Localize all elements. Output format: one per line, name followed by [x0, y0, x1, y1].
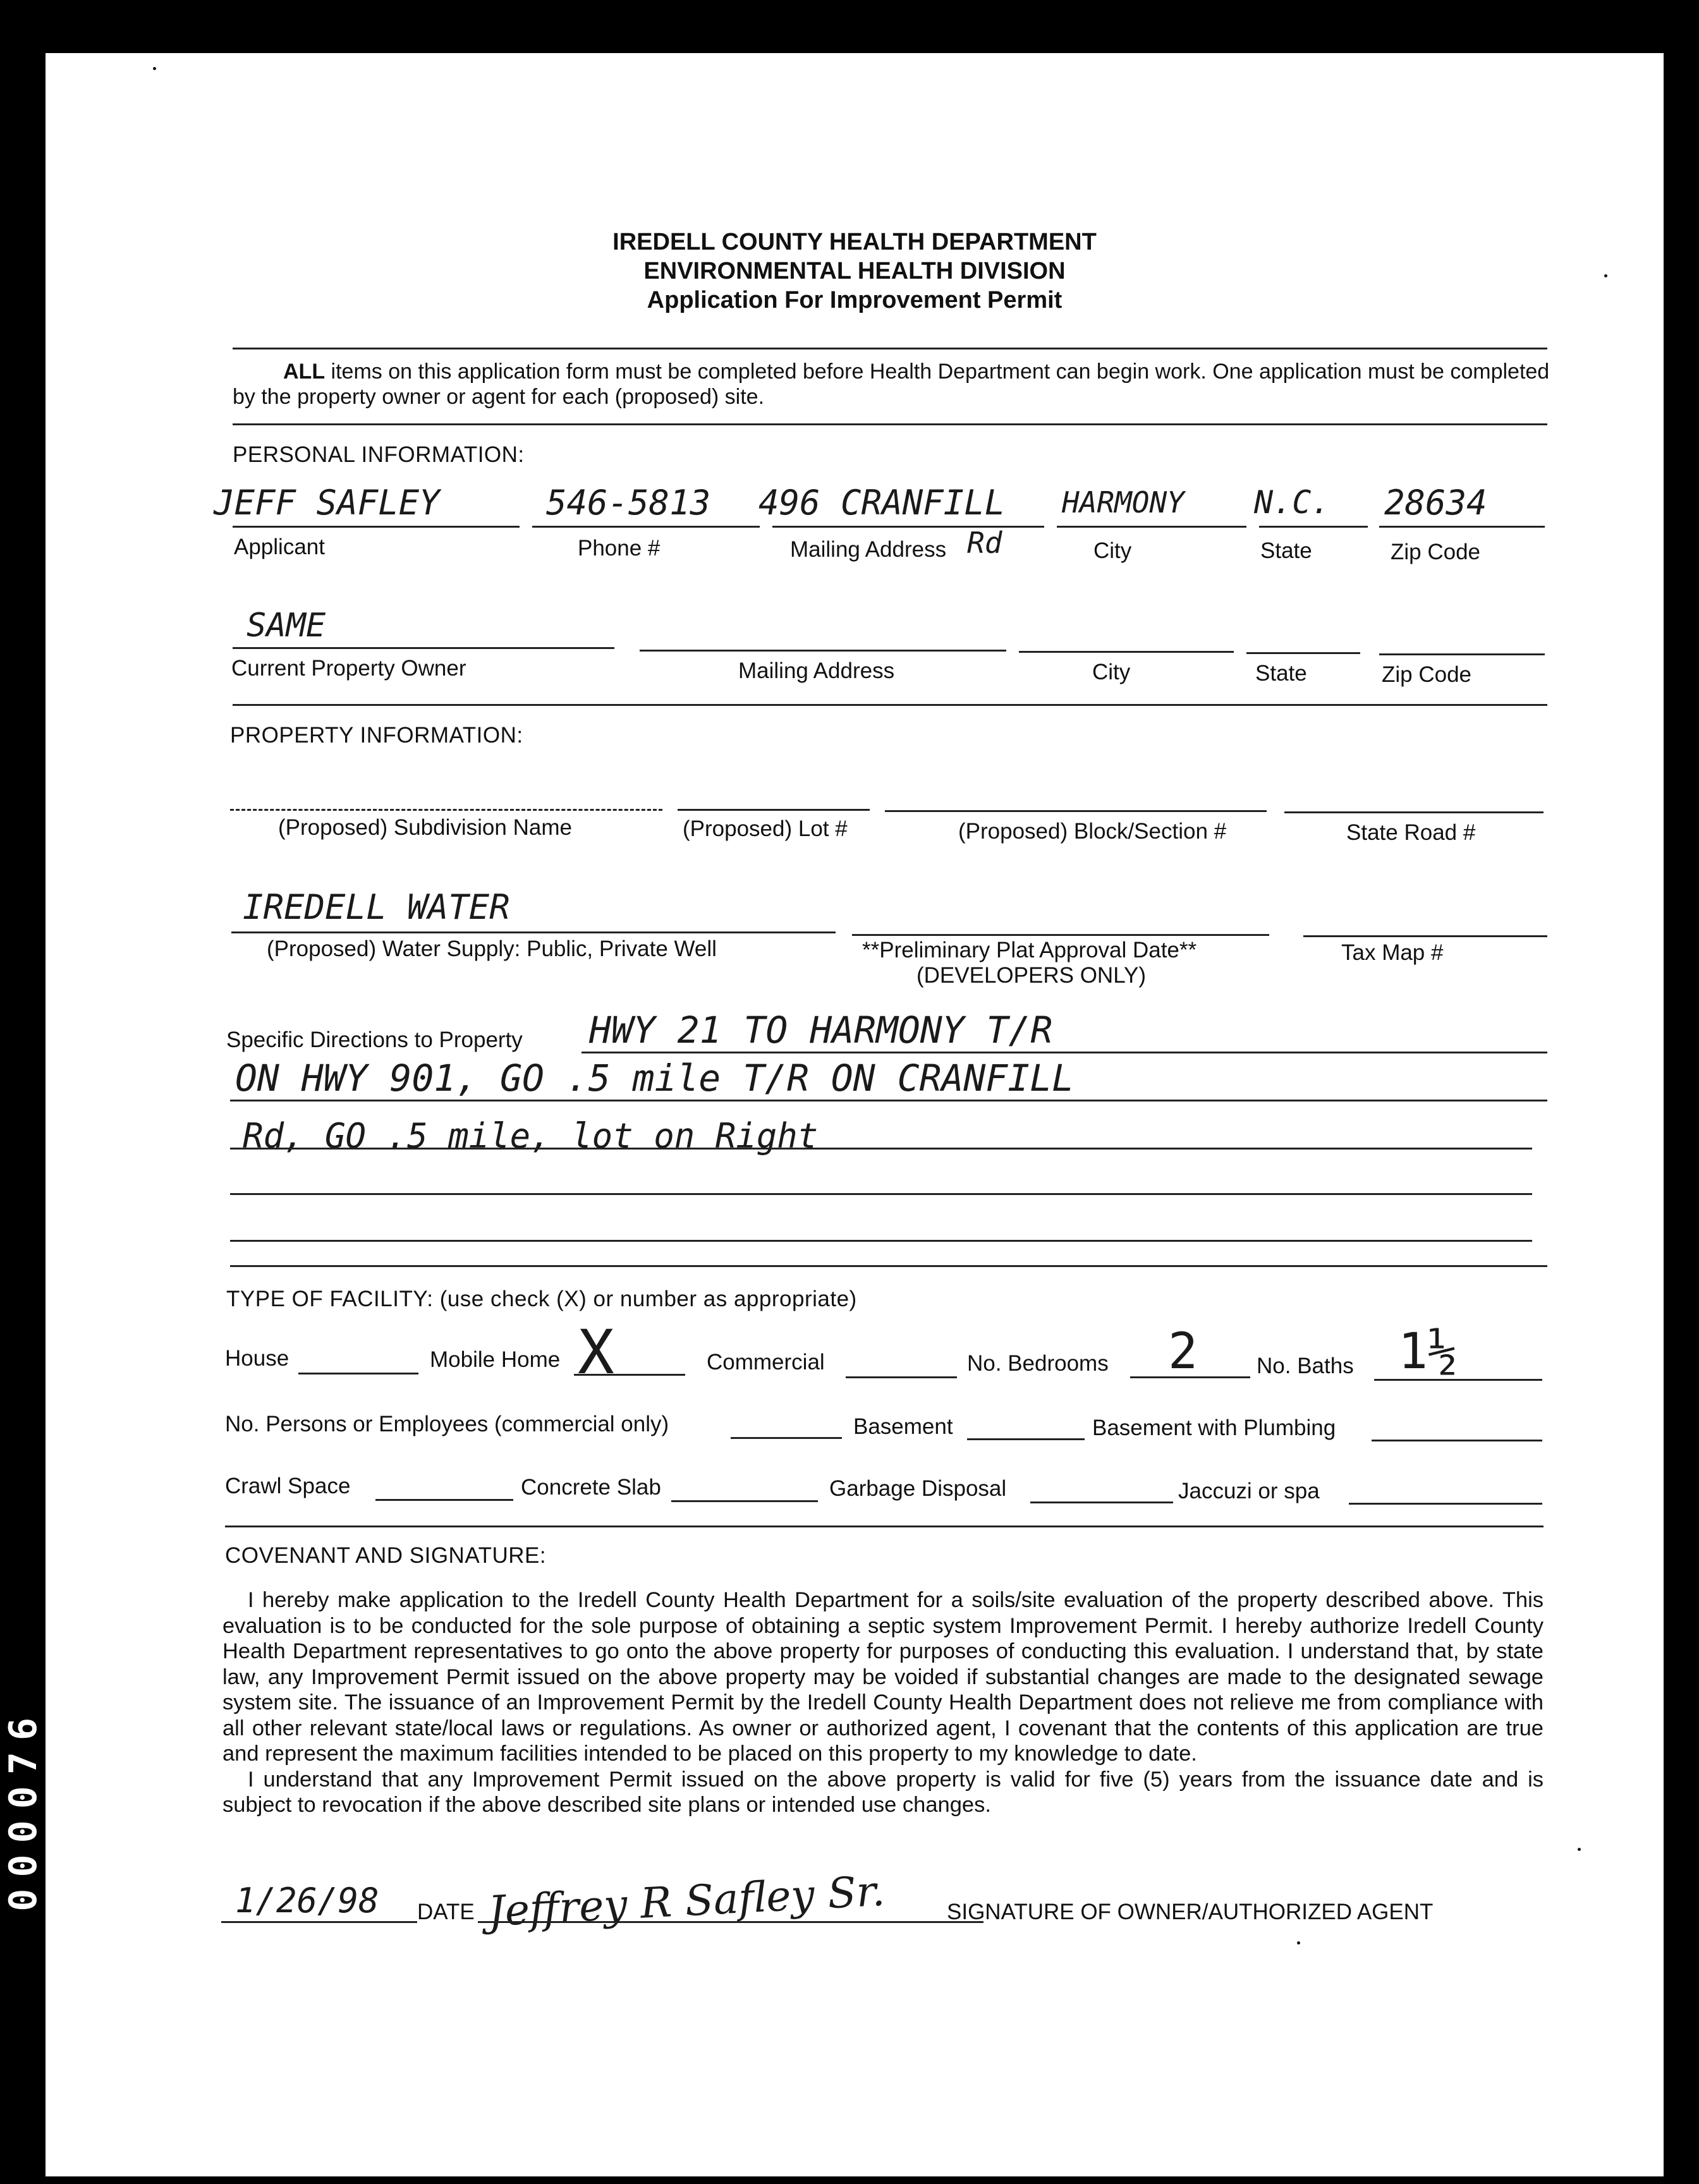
jacuzzi-line	[1349, 1503, 1542, 1505]
scan-speck	[1604, 274, 1607, 277]
scan-speck	[1297, 1941, 1300, 1944]
signature: Jeffrey R Safley Sr.	[487, 1866, 886, 1936]
directions-label: Specific Directions to Property	[226, 1028, 523, 1052]
mailing-value: 496 CRANFILL	[758, 483, 1006, 523]
phone-value: 546-5813	[546, 483, 711, 523]
owner-city-line	[1019, 651, 1234, 653]
zip-line	[1379, 526, 1545, 528]
subdivision-label: (Proposed) Subdivision Name	[278, 815, 572, 840]
commercial-line	[846, 1376, 957, 1378]
directions-line-1	[582, 1052, 1547, 1053]
block-line	[885, 810, 1267, 812]
basement-plumb-line	[1372, 1440, 1542, 1441]
covenant-paragraph-2: I understand that any Improvement Permit issued on the above property is valid for five (5) years from the issuance date and is subject to revocation if the above described site plans or intended use changes.	[222, 1767, 1544, 1817]
covenant-paragraph-1: I hereby make application to the Iredell County Health Department for a soils/site evaluation of the property described above. This evaluation is to be conducted for the sole purpose of obtaining a septic system Improvement Permit. I hereby authorize Iredell County Health Department representatives to go onto the above property for purposes of conducting this evaluation. I understand that, by state law, any Improvement Permit issued on the above property may be voided if substantial changes are made to the designated sewage system site. The issuance of an Improvement Permit by the Iredell County Health Department does not relieve me from compliance with all other relevant state/local laws or regulations. As owner or authorized agent, I covenant that the contents of this application are true and represent the maximum facilities intended to be placed on this property to my knowledge to date.	[222, 1588, 1544, 1766]
slab-label: Concrete Slab	[521, 1475, 661, 1500]
owner-state-label: State	[1255, 661, 1307, 686]
date-line	[221, 1921, 417, 1923]
header-department: IREDELL COUNTY HEALTH DEPARTMENT	[612, 229, 1097, 255]
directions-line-2	[230, 1100, 1547, 1101]
lot-line	[678, 809, 870, 811]
city-line	[1057, 526, 1246, 528]
plat-label: **Preliminary Plat Approval Date**	[862, 938, 1197, 962]
header-division: ENVIRONMENTAL HEALTH DIVISION	[643, 258, 1066, 284]
water-value: IREDELL WATER	[243, 887, 510, 927]
owner-state-line	[1246, 652, 1360, 654]
covenant-text	[222, 1587, 1544, 1818]
water-label: (Proposed) Water Supply: Public, Private Well	[267, 937, 717, 961]
divider	[225, 1526, 1544, 1527]
scan-speck	[1578, 1848, 1581, 1851]
mailing-label: Mailing Address	[790, 537, 947, 562]
house-label: House	[225, 1346, 289, 1371]
applicant-line	[233, 526, 520, 528]
applicant-value: JEFF SAFLEY	[214, 483, 440, 523]
city-value: HARMONY	[1062, 485, 1184, 519]
phone-line	[532, 526, 760, 528]
mailing-suffix-value: Rd	[967, 526, 1002, 560]
divider	[233, 423, 1547, 425]
directions-line-2-value: ON HWY 901, GO .5 mile T/R ON CRANFILL	[235, 1057, 1074, 1100]
directions-line-3-value: Rd, GO .5 mile, lot on Right	[243, 1116, 819, 1156]
baths-line	[1374, 1379, 1542, 1381]
bedrooms-line	[1130, 1376, 1250, 1378]
covenant-heading: COVENANT AND SIGNATURE:	[225, 1543, 547, 1568]
water-line	[231, 931, 836, 933]
facility-heading: TYPE OF FACILITY: (use check (X) or number as appropriate)	[226, 1287, 857, 1311]
mobile-value: X	[578, 1317, 614, 1388]
lot-label: (Proposed) Lot #	[683, 816, 848, 841]
taxmap-line	[1303, 935, 1547, 937]
owner-value: SAME	[247, 607, 326, 645]
city-label: City	[1093, 538, 1132, 563]
directions-line-4	[230, 1193, 1532, 1195]
divider	[233, 704, 1547, 706]
baths-label: No. Baths	[1257, 1354, 1354, 1378]
plat-line	[852, 934, 1269, 936]
directions-line-1-value: HWY 21 TO HARMONY T/R	[589, 1009, 1053, 1052]
commercial-label: Commercial	[707, 1350, 825, 1374]
phone-label: Phone #	[578, 536, 661, 561]
owner-mailing-label: Mailing Address	[738, 658, 895, 683]
applicant-label: Applicant	[234, 535, 325, 559]
garbage-line	[1030, 1502, 1173, 1503]
bedrooms-label: No. Bedrooms	[967, 1351, 1109, 1376]
form-page	[46, 53, 1664, 2176]
house-line	[298, 1373, 418, 1374]
state-value: N.C.	[1254, 484, 1331, 521]
jacuzzi-label: Jaccuzi or spa	[1178, 1479, 1320, 1503]
taxmap-label: Tax Map #	[1341, 940, 1444, 965]
subdivision-line	[230, 809, 662, 811]
property-heading: PROPERTY INFORMATION:	[230, 723, 523, 748]
basement-line	[967, 1438, 1085, 1440]
mobile-line	[574, 1374, 685, 1376]
intro-text	[233, 359, 1554, 410]
plat-sub-label: (DEVELOPERS ONLY)	[916, 963, 1147, 988]
state-label: State	[1260, 538, 1312, 563]
intro-bold: ALL	[283, 360, 326, 384]
owner-zip-line	[1379, 653, 1545, 655]
road-line	[1284, 811, 1544, 813]
margin-stamp: 000076	[1, 1706, 46, 1912]
owner-zip-label: Zip Code	[1382, 662, 1472, 687]
zip-label: Zip Code	[1391, 540, 1481, 564]
date-value: 1/26/98	[235, 1881, 379, 1920]
owner-line	[233, 647, 614, 649]
crawl-label: Crawl Space	[225, 1474, 351, 1498]
road-label: State Road #	[1346, 820, 1476, 845]
mailing-line	[772, 526, 1044, 528]
block-label: (Proposed) Block/Section #	[958, 819, 1227, 844]
zip-value: 28634	[1384, 483, 1487, 523]
date-label: DATE	[417, 1900, 475, 1924]
intro-body: items on this application form must be completed before Health Department can begin work. One application must be completed by the property owner or agent for each (proposed) site.	[233, 360, 1550, 409]
crawl-line	[375, 1499, 513, 1501]
personal-heading: PERSONAL INFORMATION:	[233, 442, 525, 467]
divider	[230, 1265, 1547, 1267]
signature-label: SIGNATURE OF OWNER/AUTHORIZED AGENT	[947, 1900, 1434, 1924]
mobile-label: Mobile Home	[430, 1347, 561, 1372]
bedrooms-value: 2	[1168, 1323, 1198, 1380]
scan-speck	[153, 67, 156, 70]
owner-mailing-line	[640, 650, 1006, 652]
directions-line-3	[230, 1148, 1532, 1150]
state-line	[1259, 526, 1368, 528]
directions-line-5	[230, 1240, 1532, 1242]
slab-line	[671, 1500, 818, 1502]
persons-label: No. Persons or Employees (commercial only)	[225, 1412, 669, 1436]
baths-value: 1½	[1398, 1323, 1458, 1380]
signature-line	[478, 1921, 983, 1923]
divider	[233, 348, 1547, 349]
header-form-title: Application For Improvement Permit	[647, 287, 1063, 313]
owner-city-label: City	[1092, 660, 1131, 684]
owner-label: Current Property Owner	[231, 656, 466, 681]
persons-line	[731, 1437, 842, 1439]
basement-label: Basement	[853, 1414, 953, 1439]
garbage-label: Garbage Disposal	[829, 1476, 1007, 1501]
basement-plumb-label: Basement with Plumbing	[1092, 1416, 1336, 1440]
